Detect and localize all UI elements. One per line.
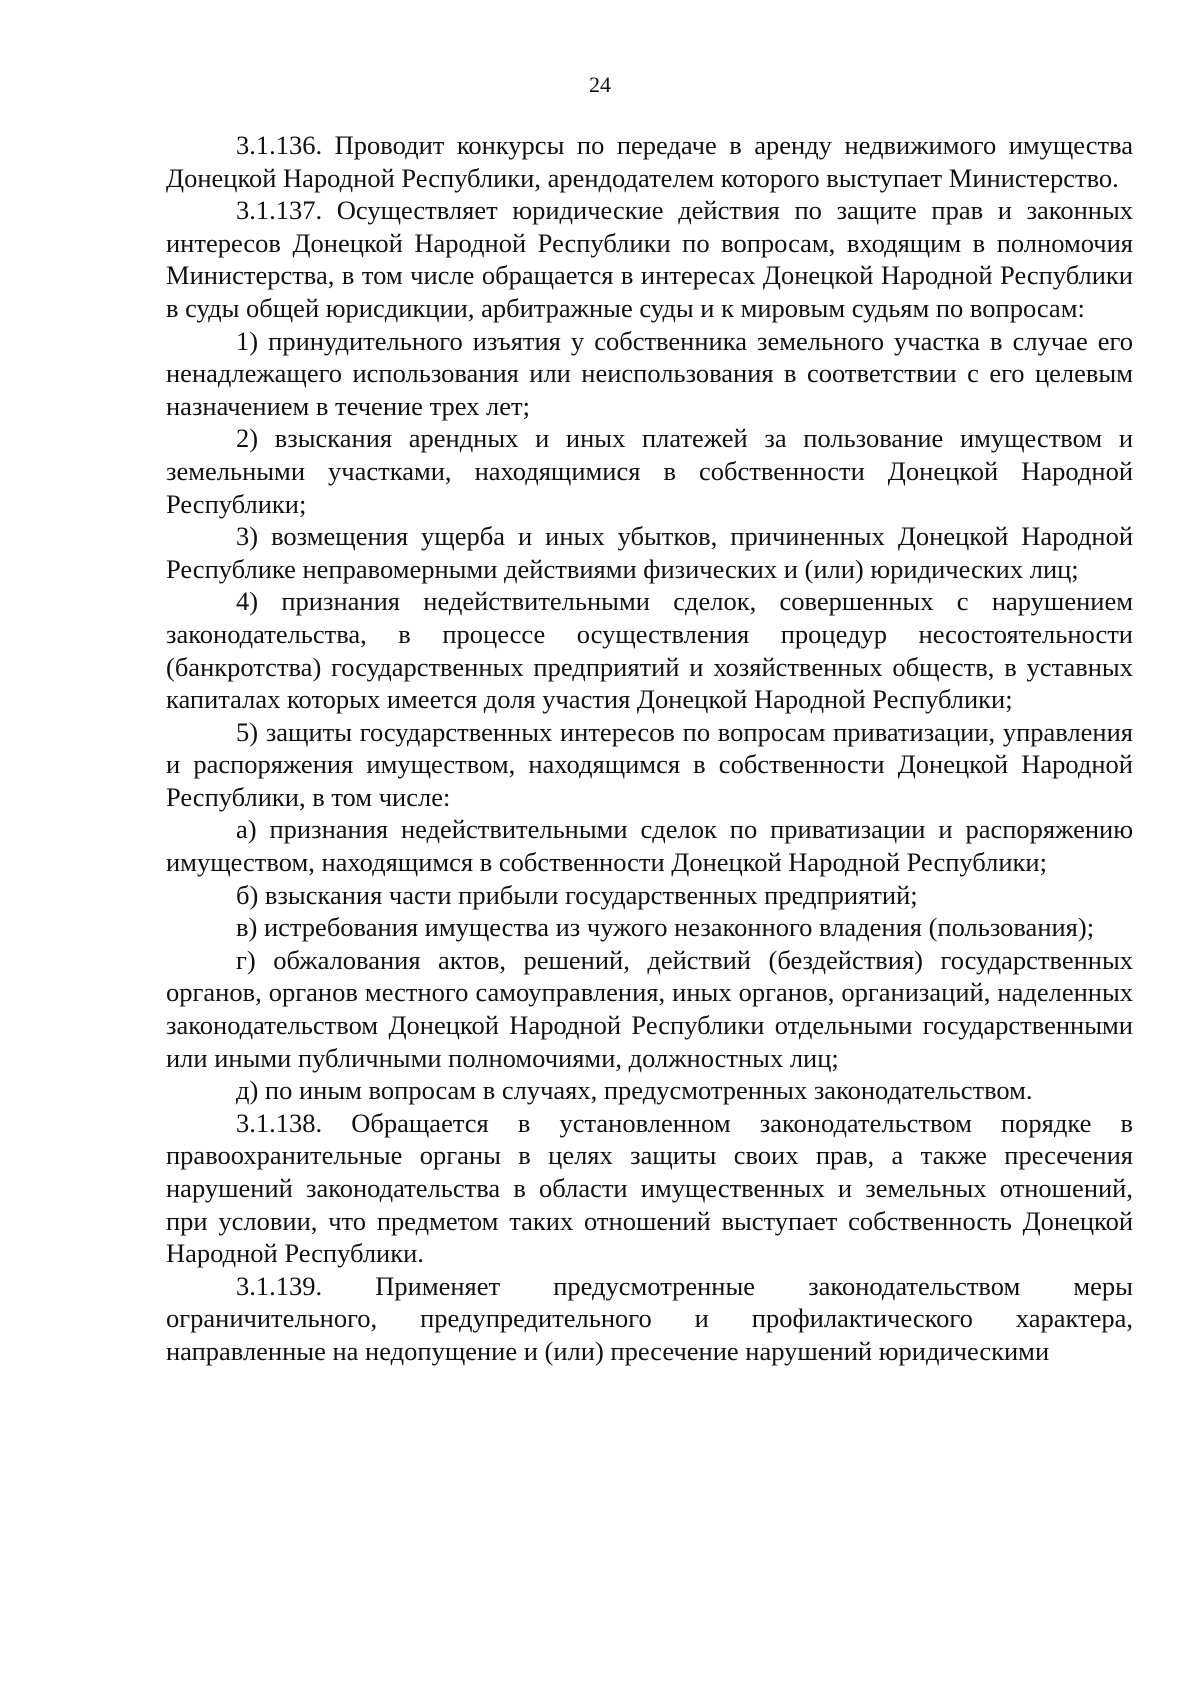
document-body xyxy=(166,129,1133,1368)
sub-item-d: д) по иным вопросам в случаях, предусмотренных законодательством. xyxy=(236,1075,1033,1106)
list-item-5: 5) защиты государственных интересов по вопросам приватизации, управления и распоряжения имуществом, находящимся в собственности Донецкой Народной Республики, в том числе: xyxy=(166,716,1133,812)
paragraph-3-1-138: 3.1.138. Обращается в установленном законодательством порядке в правоохранительные органы в целях защиты своих прав, а также пресечения нарушений законодательства в области имущественных и земельных отношений, при условии, что предметом таких отношений выступает собственность Донецкой Народной Республики. xyxy=(166,1107,1133,1269)
list-item-1: 1) принудительного изъятия у собственника земельного участка в случае его ненадлежащего использования или неиспользования в соответствии с его целевым назначением в течение трех лет; xyxy=(166,325,1133,421)
sub-item-a: а) признания недействительными сделок по приватизации и распоряжению имуществом, находящимся в собственности Донецкой Народной Республики; xyxy=(166,814,1133,878)
page-number: 24 xyxy=(589,72,611,97)
sub-item-v: в) истребования имущества из чужого незаконного владения (пользования); xyxy=(236,912,1095,943)
sub-item-b: б) взыскания части прибыли государственных предприятий; xyxy=(236,879,918,910)
paragraph-3-1-139: 3.1.139. Применяет предусмотренные законодательством меры ограничительного, предупредительного и профилактического характера, направленные на недопущение и (или) пресечение нарушений юридическими xyxy=(166,1270,1133,1366)
sub-item-g: г) обжалования актов, решений, действий (бездействия) государственных органов, органов местного самоуправления, иных органов, организаций, наделенных законодательством Донецкой Народной Республики отдельными государственными или иными публичными полномочиями, должностных лиц; xyxy=(166,944,1133,1073)
paragraph-3-1-137: 3.1.137. Осуществляет юридические действия по защите прав и законных интересов Донецкой Народной Республики по вопросам, входящим в полномочия Министерства, в том числе обращается в интересах Донецкой Народной Республики в суды общей юрисдикции, арбитражные суды и к мировым судьям по вопросам: xyxy=(166,195,1133,323)
paragraph-3-1-136: 3.1.136. Проводит конкурсы по передаче в аренду недвижимого имущества Донецкой Народной Республики, арендодателем которого выступает Министерство. xyxy=(166,130,1133,193)
list-item-3: 3) возмещения ущерба и иных убытков, причиненных Донецкой Народной Республике неправомерными действиями физических и (или) юридических лиц; xyxy=(166,521,1133,584)
list-item-4: 4) признания недействительными сделок, совершенных с нарушением законодательства, в процессе осуществления процедур несостоятельности (банкротства) государственных предприятий и хозяйственных обществ, в уставных капиталах которых имеется доля участия Донецкой Народной Республики; xyxy=(166,586,1133,715)
list-item-2: 2) взыскания арендных и иных платежей за пользование имуществом и земельными участками, находящимися в собственности Донецкой Народной Республики; xyxy=(166,423,1133,519)
